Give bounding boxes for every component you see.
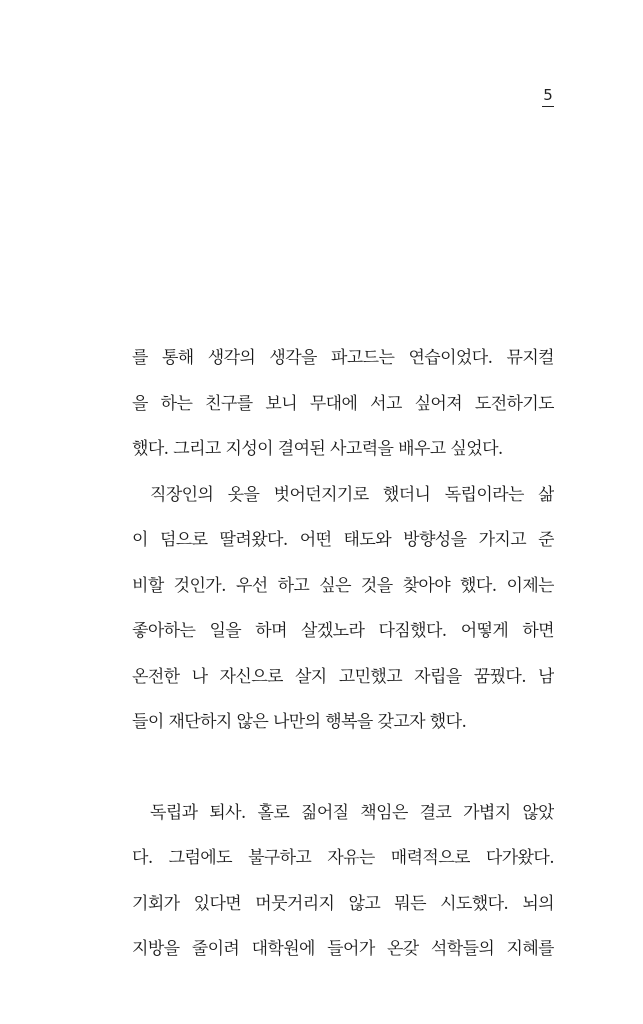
text-line: 지방을 줄이려 대학원에 들어가 온갖 석학들의 지혜를 — [132, 939, 554, 959]
page-number: 5 — [543, 86, 553, 104]
paragraph-gap — [132, 746, 554, 791]
text-line: 들이 재단하지 않은 나만의 행복을 갖고자 했다. — [132, 712, 467, 732]
paragraph-3 — [132, 791, 554, 973]
text-line: 를 통해 생각의 생각을 파고드는 연습이었다. 뮤지컬 — [132, 348, 554, 368]
text-line: 을 하는 친구를 보니 무대에 서고 싶어져 도전하기도 — [132, 393, 554, 414]
paragraph-1 — [132, 336, 554, 473]
body-text — [132, 336, 554, 973]
text-line: 이 덤으로 딸려왔다. 어떤 태도와 방향성을 가지고 준 — [132, 530, 554, 550]
text-line: 비할 것인가. 우선 하고 싶은 것을 찾아야 했다. 이제는 — [132, 575, 554, 596]
text-line: 했다. 그리고 지성이 결여된 사고력을 배우고 싶었다. — [132, 439, 503, 459]
text-line: 다. 그럼에도 불구하고 자유는 매력적으로 다가왔다. — [132, 848, 554, 868]
text-line: 직장인의 옷을 벗어던지기로 했더니 독립이라는 삶 — [150, 484, 554, 505]
text-line: 좋아하는 일을 하며 살겠노라 다짐했다. 어떻게 하면 — [132, 621, 554, 641]
text-line: 독립과 퇴사. 홀로 짊어질 책임은 결코 가볍지 않았 — [150, 802, 554, 823]
text-line: 기회가 있다면 머뭇거리지 않고 뭐든 시도했다. 뇌의 — [132, 893, 554, 914]
page-number-underline — [542, 106, 554, 107]
paragraph-2 — [132, 473, 554, 746]
text-line: 온전한 나 자신으로 살지 고민했고 자립을 꿈꿨다. 남 — [132, 666, 554, 687]
